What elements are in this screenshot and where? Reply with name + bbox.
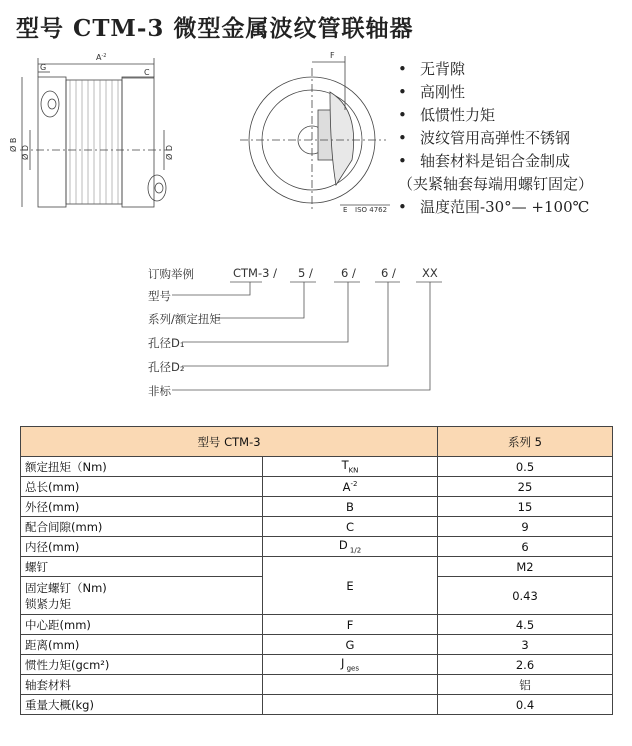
table-row: [21, 457, 613, 477]
table-row: [21, 497, 613, 517]
feature-item: • 波纹管用高弹性不锈钢: [398, 129, 571, 147]
iso-label: ISO 4762: [355, 206, 388, 214]
table-header-row: [21, 427, 613, 457]
feature-item: • 轴套材料是铝合金制成: [398, 152, 571, 170]
table-row: [21, 477, 613, 497]
row-symbol: E: [263, 557, 438, 615]
table-row: [21, 557, 613, 577]
order-code-d1: 6 /: [341, 266, 356, 280]
row-label: 额定扭矩（Nm): [21, 457, 263, 477]
order-field-d2: 孔径D₂: [148, 360, 185, 374]
row-value: 0.4: [438, 695, 613, 715]
order-code-d2: 6 /: [381, 266, 396, 280]
row-label: 内径(mm): [21, 537, 263, 557]
row-label: 重量大概(kg): [21, 695, 263, 715]
row-value: 0.5: [438, 457, 613, 477]
dim-a-label: $A^{-2}$: [96, 53, 107, 62]
table-header-series: 系列 5: [438, 427, 613, 457]
dim-e-label: E: [343, 206, 348, 214]
row-label: 轴套材料: [21, 675, 263, 695]
feature-note: （夹紧轴套每端用螺钉固定）: [398, 175, 594, 193]
order-code-custom: XX: [422, 266, 438, 280]
row-symbol: C: [263, 517, 438, 537]
table-row: [21, 517, 613, 537]
order-field-series: 系列/额定扭矩: [148, 312, 221, 326]
row-value: 6: [438, 537, 613, 557]
row-symbol: F: [263, 615, 438, 635]
row-value: 铝: [438, 675, 613, 695]
row-value: M2: [438, 557, 613, 577]
order-field-d1: 孔径D₁: [148, 336, 185, 350]
dim-f-label: F: [330, 51, 335, 60]
feature-temp: • 温度范围-30°— +100℃: [398, 198, 590, 216]
row-value: 3: [438, 635, 613, 655]
row-label: 固定螺钉（Nm) 锁紧力矩: [21, 577, 263, 615]
order-example-label: 订购举例: [148, 267, 194, 281]
table-header-model: 型号 CTM-3: [21, 427, 438, 457]
row-symbol: J $_{ges}$: [263, 655, 438, 675]
row-label: 配合间隙(mm): [21, 517, 263, 537]
row-symbol: D $_{1/2}$: [263, 537, 438, 557]
row-value: 25: [438, 477, 613, 497]
row-label: 惯性力矩(gcm²): [21, 655, 263, 675]
row-label: 距离(mm): [21, 635, 263, 655]
row-value: 2.6: [438, 655, 613, 675]
page-title: 型号 CTM-3 微型金属波纹管联轴器: [16, 15, 414, 42]
dim-g-label: G: [40, 63, 47, 72]
row-value: 15: [438, 497, 613, 517]
table-row: [21, 537, 613, 557]
spec-table: [20, 426, 613, 715]
row-symbol: B: [263, 497, 438, 517]
row-symbol: [263, 675, 438, 695]
dim-d2-label: Ø D: [165, 145, 174, 160]
table-row: [21, 695, 613, 715]
order-code-model: CTM-3 /: [233, 266, 277, 280]
row-value: 0.43: [438, 577, 613, 615]
table-row: [21, 655, 613, 675]
dim-b-label: Ø B: [9, 137, 18, 152]
row-label: 总长(mm): [21, 477, 263, 497]
row-symbol: [263, 695, 438, 715]
table-row: [21, 635, 613, 655]
order-field-model: 型号: [148, 289, 171, 303]
row-symbol: G: [263, 635, 438, 655]
order-code-series: 5 /: [298, 266, 313, 280]
feature-item: • 无背隙: [398, 60, 466, 78]
feature-item: • 高刚性: [398, 83, 466, 101]
row-label: 中心距(mm): [21, 615, 263, 635]
row-symbol: $T_{KN}$: [263, 457, 438, 477]
row-symbol: $A^{-2}$: [263, 477, 438, 497]
order-field-custom: 非标: [148, 384, 171, 398]
table-row: [21, 615, 613, 635]
row-label: 外径(mm): [21, 497, 263, 517]
dim-c-label: C: [144, 68, 150, 77]
table-row: [21, 675, 613, 695]
row-value: 4.5: [438, 615, 613, 635]
row-value: 9: [438, 517, 613, 537]
feature-item: • 低惯性力矩: [398, 106, 496, 124]
dim-d1-label: Ø D: [21, 145, 30, 160]
row-label: 螺钉: [21, 557, 263, 577]
